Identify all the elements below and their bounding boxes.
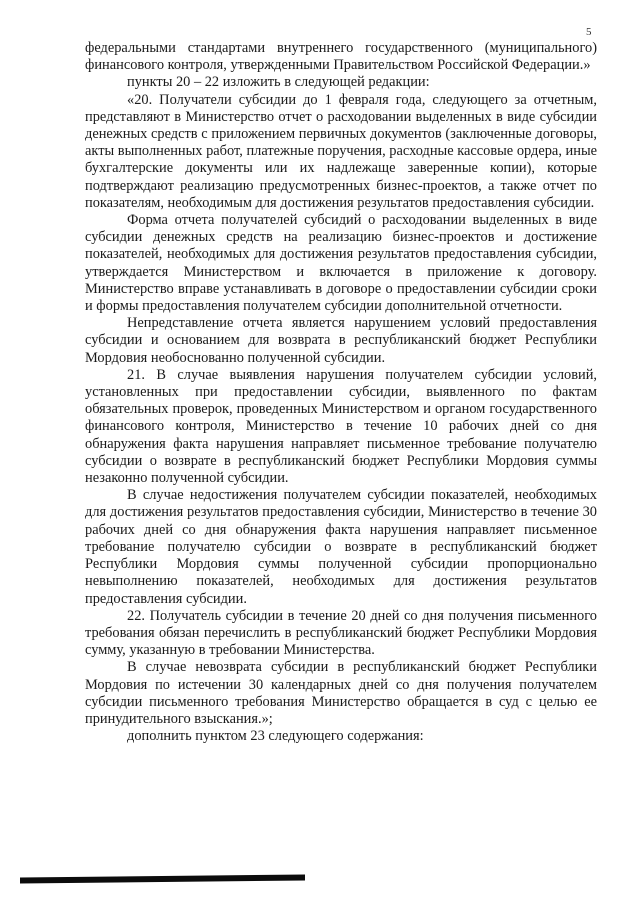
paragraph-4: Форма отчета получателей субсидий о расходовании выделенных в виде субсидии денежных средств на реализацию бизнес-проектов и достижение показателей, необходимых для достижения результатов предоставления субсидии, утверждается Министерством и включается в приложение к договору. Министерство вправе устанавливать в договоре о предоставлении субсидии сроки и формы предоставления получателем субсидии дополнительной отчетности. — [85, 212, 597, 315]
paragraph-3: «20. Получатели субсидии до 1 февраля года, следующего за отчетным, представляют в Министерство отчет о расходовании выделенных в виде субсидии денежных средств с приложением первичных документов (заключенные договоры, акты выполненных работ, платежные поручения, расходные кассовые ордера, иные бухгалтерские документы или их надлежаще заверенные копии), которые подтверждают реализацию предусмотренных бизнес-проектов, а также отчет по показателям, необходимым для достижения результатов предоставления субсидии. — [85, 91, 597, 211]
scan-artifact-line — [20, 875, 305, 884]
paragraph-6: 21. В случае выявления нарушения получателем субсидии условий, установленных при предоставлении субсидии, выявленного по фактам обязательных проверок, проведенных Министерством и органом государственного финансового контроля, Министерство в течение 10 рабочих дней со дня обнаружения факта нарушения направляет письменное требование получателю субсидии о возврате в республиканский бюджет Республики Мордовия суммы незаконно полученной субсидии. — [85, 366, 597, 487]
paragraph-8: 22. Получатель субсидии в течение 20 дней со дня получения письменного требования обязан перечислить в республиканский бюджет Республики Мордовия сумму, указанную в требовании Министерства. — [85, 607, 597, 659]
paragraph-2: пункты 20 – 22 изложить в следующей редакции: — [127, 74, 430, 91]
document-body — [85, 40, 597, 745]
paragraph-9: В случае невозврата субсидии в республиканский бюджет Республики Мордовия по истечении 30 календарных дней со дня получения получателем субсидии письменного требования Министерство обращается в суд с целью ее принудительного взыскания.»; — [85, 659, 597, 727]
paragraph-7: В случае недостижения получателем субсидии показателей, необходимых для достижения результатов предоставления субсидии, Министерство в течение 30 рабочих дней со дня обнаружения факта нарушения направляет письменное требование получателю субсидии о возврате в республиканский бюджет Республики Мордовия суммы полученной субсидии пропорционально невыполнению показателей, необходимых для достижения результатов предоставления субсидии. — [85, 487, 597, 607]
page-number: 5 — [586, 26, 592, 38]
paragraph-10: дополнить пунктом 23 следующего содержания: — [127, 728, 424, 745]
paragraph-5: Непредставление отчета является нарушением условий предоставления субсидии и основанием для возврата в республиканский бюджет Республики Мордовия необоснованно полученной субсидии. — [85, 315, 597, 366]
paragraph-1: федеральными стандартами внутреннего государственного (муниципального) финансового контроля, утвержденными Правительством Российской Федерации.» — [85, 40, 597, 74]
